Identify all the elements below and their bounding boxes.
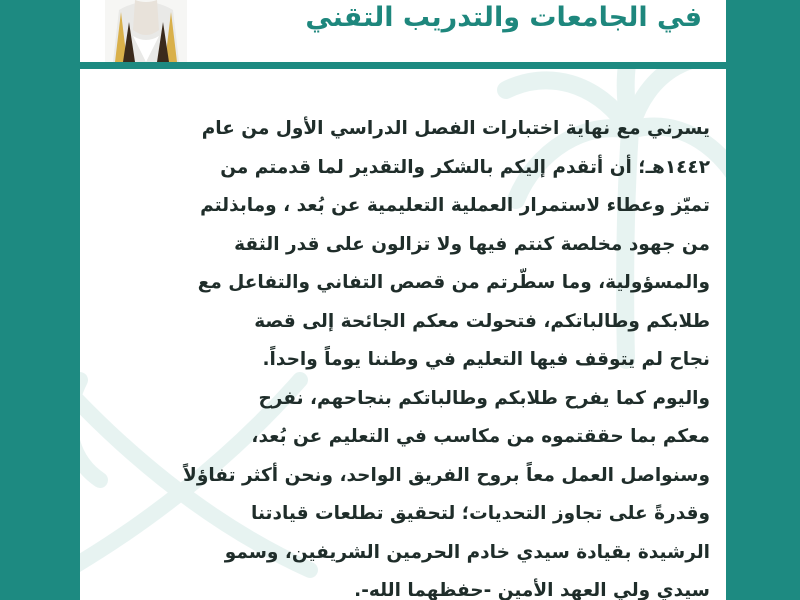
body-line: ١٤٤٢هـ؛ أن أتقدم إليكم بالشكر والتقدير لما قدمتم من xyxy=(220,156,710,178)
body-line: نجاح لم يتوقف فيها التعليم في وطننا يوماً واحداً. xyxy=(262,349,710,370)
body-line: والمسؤولية، وما سطّرتم من قصص التفاني والتفاعل مع xyxy=(197,272,710,293)
body-line: من جهود مخلصة كنتم فيها ولا تزالون على قدر الثقة xyxy=(234,233,710,255)
body-line: يسرني مع نهاية اختبارات الفصل الدراسي الأول من عام xyxy=(201,118,710,139)
body-line: الرشيدة بقيادة سيدي خادم الحرمين الشريفين، وسمو xyxy=(224,541,710,563)
body-line: تميّز وعطاء لاستمرار العملية التعليمية عن بُعد ، ومابذلتم xyxy=(200,195,710,216)
body-line: سيدي ولي العهد الأمين -حفظهما الله-. xyxy=(354,580,710,600)
header-divider xyxy=(80,62,726,69)
body-line: وقدرةً على تجاوز التحديات؛ لتحقيق تطلعات قيادتنا xyxy=(251,503,710,524)
body-line: واليوم كما يفرح طلابكم وطالباتكم بنجاحهم، نفرح xyxy=(258,387,710,409)
letter-card xyxy=(80,0,726,600)
letter-header xyxy=(80,0,726,62)
body-line: معكم بما حققتموه من مكاسب في التعليم عن بُعد، xyxy=(251,426,710,447)
page-headline: في الجامعات والتدريب التقني xyxy=(305,2,702,33)
body-line: وسنواصل العمل معاً بروح الفريق الواحد، ونحن أكثر تفاؤلاً xyxy=(183,464,710,486)
portrait-photo xyxy=(105,0,187,62)
body-line: طلابكم وطالباتكم، فتحولت معكم الجائحة إلى قصة xyxy=(254,310,710,332)
letter-body xyxy=(102,110,710,600)
